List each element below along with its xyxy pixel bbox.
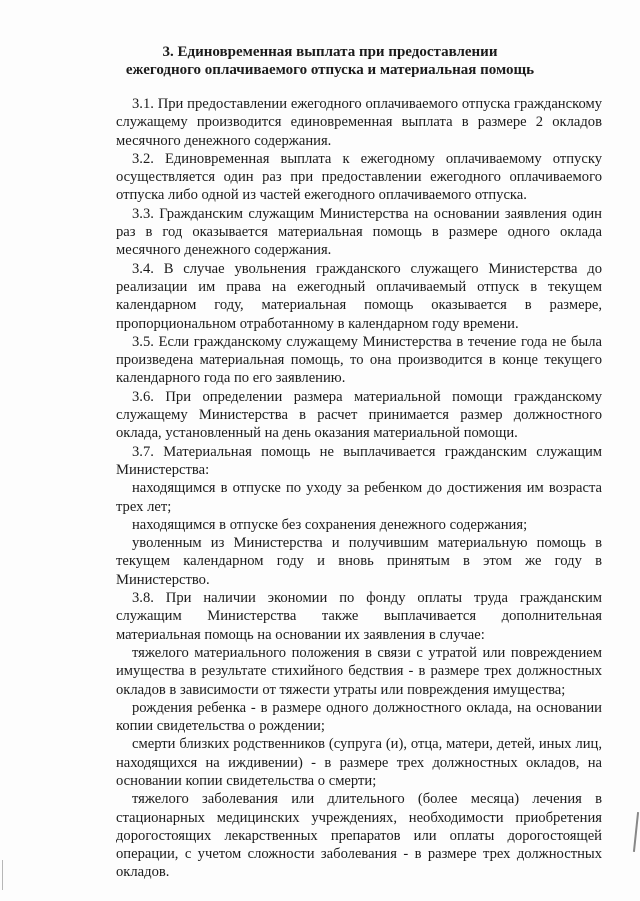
heading-line-2: ежегодного оплачиваемого отпуска и материальная помощь	[125, 62, 535, 78]
heading-line-1: 3. Единовременная выплата при предоставлении	[162, 44, 498, 60]
list-item-dismissed: уволенным из Министерства и получившим материальную помощь в текущем календарном году и вновь принятым в этом же году в Министерство.	[116, 535, 602, 588]
section-body	[116, 95, 602, 882]
paragraph-3-3: 3.3. Гражданским служащим Министерства на основании заявления один раз в год оказывается материальная помощь в размере одного оклада месячного денежного содержания.	[116, 205, 602, 259]
paragraph-3-2: 3.2. Единовременная выплата к ежегодному оплачиваемому отпуску осуществляется один раз при предоставлении ежегодного оплачиваемого отпуска либо одной из частей ежегодного оплачиваемого отпуска.	[116, 150, 602, 204]
list-item-childcare-leave: находящимся в отпуске по уходу за ребенком до достижения им возраста трех лет;	[116, 480, 602, 515]
paragraph-3-4: 3.4. В случае увольнения гражданского служащего Министерства до реализации им права на ежегодный оплачиваемый отпуск в текущем календарном году, материальная помощь оказывается в размере, пропорциональном отработанному в календарном году времени.	[116, 260, 602, 332]
section-heading	[80, 43, 580, 79]
list-item-disaster: тяжелого материального положения в связи с утратой или повреждением имущества в результате стихийного бедствия - в размере трех должностных окладов в зависимости от тяжести утраты или повреждения имущества;	[116, 644, 602, 698]
paragraph-3-5: 3.5. Если гражданскому служащему Министерства в течение года не была произведена материальная помощь, то она производится в конце текущего календарного года по его заявлению.	[116, 333, 602, 387]
scan-edge-mark	[633, 812, 639, 852]
paragraph-3-8: 3.8. При наличии экономии по фонду оплаты труда гражданским служащим Министерства также выплачивается дополнительная материальная помощь на основании их заявления в случае:	[116, 590, 602, 643]
list-item-death-of-relatives: смерти близких родственников (супруга (и), отца, матери, детей, иных лиц, находящихся на иждивении) - в размере трех должностных окладов, на основании копии свидетельства о смерти;	[116, 736, 602, 789]
list-item-unpaid-leave: находящимся в отпуске без сохранения денежного содержания;	[132, 516, 528, 533]
list-item-childbirth: рождения ребенка - в размере одного должностного оклада, на основании копии свидетельства о рождении;	[116, 699, 602, 735]
scan-edge-mark-left	[2, 860, 3, 890]
list-item-illness: тяжелого заболевания или длительного (более месяца) лечения в стационарных медицинских учреждениях, необходимости приобретения дорогостоящих лекарственных препаратов или оплаты дорогостоящей операции, с учетом сложности заболевания - в размере трех должностных окладов.	[116, 791, 602, 881]
paragraph-3-7: 3.7. Материальная помощь не выплачивается гражданским служащим Министерства:	[116, 443, 602, 478]
paragraph-3-6: 3.6. При определении размера материальной помощи гражданскому служащему Министерства в расчет принимается размер должностного оклада, установленный на день оказания материальной помощи.	[116, 388, 602, 442]
paragraph-3-1: 3.1. При предоставлении ежегодного оплачиваемого отпуска гражданскому служащему производится единовременная выплата в размере 2 окладов месячного денежного содержания.	[116, 96, 602, 149]
